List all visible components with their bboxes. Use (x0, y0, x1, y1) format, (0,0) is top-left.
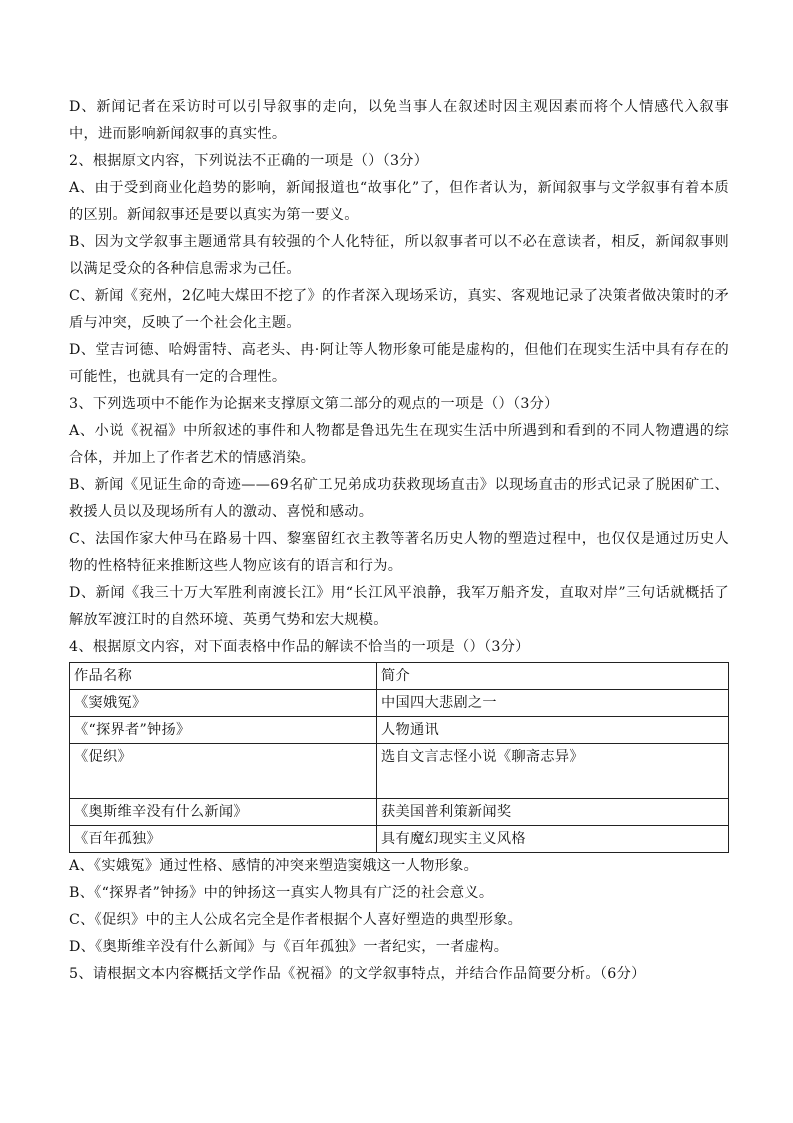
table-header-row (70, 663, 729, 690)
table-row (70, 717, 729, 744)
q5-stem: 5、请根据文本内容概括文学作品《祝福》的文学叙事特点，并结合作品简要分析。（6分） (69, 966, 646, 982)
table-cell-work: 《促织》 (70, 744, 377, 799)
q2-option-d: D、堂吉诃德、哈姆雷特、高老头、冉·阿让等人物形象可能是虚构的，但他们在现实生活中具有存在的可能性，也就具有一定的合理性。 (69, 342, 730, 385)
q4-stem: 4、根据原文内容，对下面表格中作品的解读不恰当的一项是（）（3分） (69, 639, 530, 655)
q4-option-c: C、《促织》中的主人公成名完全是作者根据个人喜好塑造的典型形象。 (69, 912, 523, 928)
table-row (70, 690, 729, 717)
document-page (69, 94, 729, 988)
table-row (70, 744, 729, 799)
q2-stem: 2、根据原文内容，下列说法不正确的一项是（）（3分） (69, 153, 429, 169)
q3-stem: 3、下列选项中不能作为论据来支撑原文第二部分的观点的一项是（）（3分） (69, 396, 559, 412)
works-table (69, 662, 729, 853)
q1-option-d: D、新闻记者在采访时可以引导叙事的走向，以免当事人在叙述时因主观因素而将个人情感代入叙事中，进而影响新闻叙事的真实性。 (69, 99, 729, 142)
q3-option-d: D、新闻《我三十万大军胜利南渡长江》用“长江风平浪静，我军万船齐发，直取对岸”三句话就概括了解放军渡江时的自然环境、英勇气势和宏大规模。 (69, 585, 729, 628)
q3-option-a: A、小说《祝福》中所叙述的事件和人物都是鲁迅先生在现实生活中所遇到和看到的不同人物遭遇的综合体，并加上了作者艺术的情感消染。 (69, 423, 729, 466)
table-row (70, 826, 729, 853)
table-header-cell: 简介 (377, 663, 729, 690)
table-cell-work: 《“探界者”钟扬》 (70, 717, 377, 744)
table-header-cell: 作品名称 (70, 663, 377, 690)
q3-option-b: B、新闻《见证生命的奇迹——69名矿工兄弟成功获救现场直击》以现场直击的形式记录了脱困矿工、救援人员以及现场所有人的激动、喜悦和感动。 (69, 477, 729, 520)
q2-option-b: B、因为文学叙事主题通常具有较强的个人化特征，所以叙事者可以不必在意读者，相反，新闻叙事则以满足受众的各种信息需求为己任。 (69, 234, 729, 277)
q4-option-d: D、《奥斯维辛没有什么新闻》与《百年孤独》一者纪实，一者虚构。 (69, 939, 509, 955)
q2-option-a: A、由于受到商业化趋势的影响，新闻报道也“故事化”了，但作者认为，新闻叙事与文学叙事有着本质的区别。新闻叙事还是要以真实为第一要义。 (69, 180, 729, 223)
table-cell-intro: 中国四大悲剧之一 (377, 690, 729, 717)
table-cell-work: 《百年孤独》 (70, 826, 377, 853)
q4-option-a: A、《实娥冤》通过性格、感情的冲突来塑造窦娥这一人物形象。 (69, 858, 479, 874)
table-cell-intro: 获美国普利策新闻奖 (377, 799, 729, 826)
table-cell-work: 《奥斯维辛没有什么新闻》 (70, 799, 377, 826)
q2-option-c: C、新闻《兖州，2亿吨大煤田不挖了》的作者深入现场采访，真实、客观地记录了决策者做决策时的矛盾与冲突，反映了一个社会化主题。 (69, 288, 729, 331)
table-cell-intro: 人物通讯 (377, 717, 729, 744)
q4-option-b: B、《“探界者”钟扬》中的钟扬这一真实人物具有广泛的社会意义。 (69, 885, 494, 901)
table-row (70, 799, 729, 826)
table-cell-intro: 选自文言志怪小说《聊斋志异》 (377, 744, 729, 799)
q3-option-c: C、法国作家大仲马在路易十四、黎塞留红衣主教等著名历史人物的塑造过程中，也仅仅是通过历史人物的性格特征来推断这些人物应该有的语言和行为。 (69, 531, 729, 574)
table-cell-intro: 具有魔幻现实主义风格 (377, 826, 729, 853)
table-cell-work: 《窦娥冤》 (70, 690, 377, 717)
